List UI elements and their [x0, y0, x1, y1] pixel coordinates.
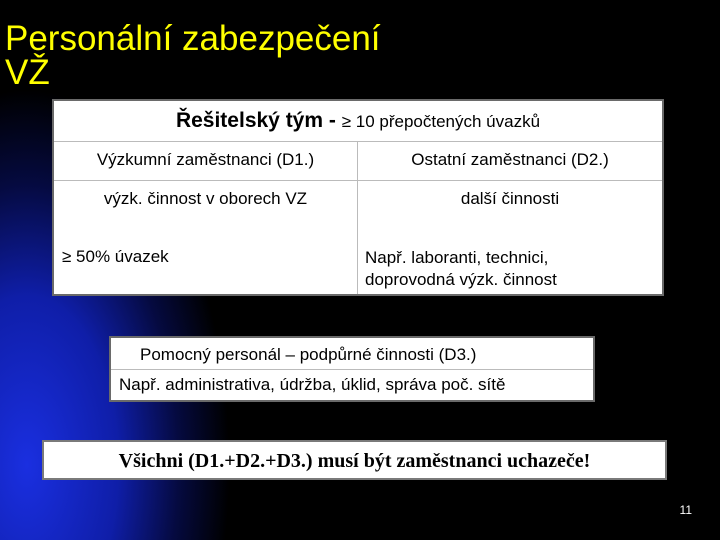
col-header-research-staff: Výzkumní zaměstnanci (D1.)	[96, 150, 315, 169]
divider	[54, 180, 662, 181]
support-staff-examples: Např. administrativa, údržba, úklid, správa poč. sítě	[119, 375, 506, 394]
research-workload-note: ≥ 50% úvazek	[62, 247, 169, 266]
research-activity: výzk. činnost v oborech VZ	[103, 189, 308, 208]
divider	[54, 141, 662, 142]
footer-note-text: Všichni (D1.+D2.+D3.) musí být zaměstnanci uchazeče!	[118, 450, 591, 472]
other-staff-examples	[365, 247, 557, 291]
support-staff-box	[109, 336, 595, 402]
title-line-2: VŽ	[5, 53, 50, 92]
title-line-1: Personální zabezpečení	[5, 19, 381, 58]
support-staff-title: Pomocný personál – podpůrné činnosti (D3.)	[140, 345, 477, 364]
other-staff-examples-line-1: Např. laboranti, technici,	[365, 248, 549, 267]
slide-title	[5, 19, 381, 92]
col-header-other-staff: Ostatní zaměstnanci (D2.)	[411, 150, 609, 169]
team-table-header	[54, 109, 662, 133]
team-header-rest: ≥ 10 přepočtených úvazků	[341, 112, 541, 131]
team-table	[52, 99, 664, 296]
other-staff-examples-line-2: doprovodná výzk. činnost	[365, 270, 557, 289]
other-activity: další činnosti	[460, 189, 560, 208]
page-number: 11	[679, 503, 692, 517]
divider	[111, 369, 593, 370]
footer-note-box	[42, 440, 667, 480]
team-header-bold: Řešitelský tým -	[175, 109, 342, 132]
